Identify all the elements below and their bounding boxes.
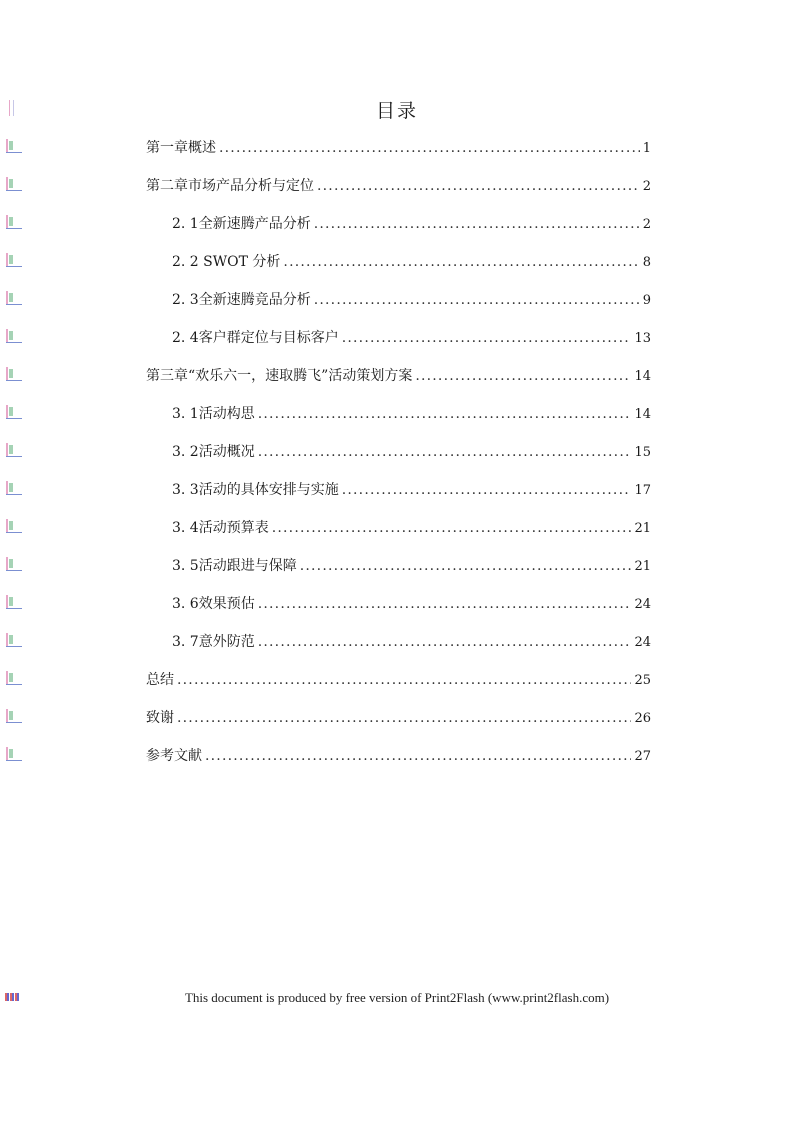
- leader-dots: [258, 444, 632, 460]
- revision-mark: [4, 177, 22, 191]
- toc-entry-label: 2. 3全新速腾竞品分析: [172, 292, 311, 308]
- leader-dots: [283, 254, 639, 270]
- toc-entry-page: 8: [642, 255, 651, 270]
- revision-mark: [4, 633, 22, 647]
- toc-entry-label: 3. 6效果预估: [172, 596, 255, 612]
- leader-dots: [258, 596, 632, 612]
- revision-mark: [4, 291, 22, 305]
- toc-entry-label: 总结: [146, 672, 174, 688]
- toc-entry[interactable]: [146, 707, 651, 729]
- toc-entry[interactable]: [172, 327, 651, 349]
- toc-entry-label: 3. 2活动概况: [172, 444, 255, 460]
- toc-entry-page: 14: [634, 407, 651, 422]
- leader-dots: [177, 710, 631, 726]
- revision-mark: [4, 519, 22, 533]
- toc-entry[interactable]: [172, 251, 651, 273]
- toc-entry-page: 14: [634, 369, 651, 384]
- toc-entry[interactable]: [172, 631, 651, 653]
- leader-dots: [415, 368, 631, 384]
- toc-entry-page: 24: [634, 597, 651, 612]
- toc-entry-page: 2: [642, 217, 651, 232]
- toc-entry-label: 第三章“欢乐六一，速取腾飞”活动策划方案: [146, 368, 413, 384]
- toc-entry-page: 9: [642, 293, 651, 308]
- toc-entry-page: 15: [634, 445, 651, 460]
- toc-entry-page: 21: [634, 559, 651, 574]
- revision-mark: [4, 595, 22, 609]
- leader-dots: [258, 406, 632, 422]
- toc-entry-page: 2: [642, 179, 651, 194]
- toc-entry-label: 致谢: [146, 710, 174, 726]
- toc-entry[interactable]: [146, 365, 651, 387]
- toc-entry-label: 2. 1全新速腾产品分析: [172, 216, 311, 232]
- toc-entry[interactable]: [172, 289, 651, 311]
- toc-entry[interactable]: [146, 669, 651, 691]
- toc-entry-label: 第二章市场产品分析与定位: [146, 178, 314, 194]
- toc-entry[interactable]: [172, 441, 651, 463]
- toc-entry-page: 21: [634, 521, 651, 536]
- revision-mark: [4, 481, 22, 495]
- toc-entry-label: 参考文献: [146, 748, 202, 764]
- revision-mark: [4, 557, 22, 571]
- leader-dots: [219, 140, 640, 156]
- toc-entry-page: 26: [634, 711, 651, 726]
- toc-entry-label: 3. 4活动预算表: [172, 520, 269, 536]
- leader-dots: [300, 558, 632, 574]
- leader-dots: [314, 216, 640, 232]
- toc-entry[interactable]: [172, 479, 651, 501]
- toc-entry[interactable]: [172, 593, 651, 615]
- toc-entry[interactable]: [172, 517, 651, 539]
- toc-entry-label: 第一章概述: [146, 140, 216, 156]
- toc-entry-label: 3. 1活动构思: [172, 406, 255, 422]
- watermark-footer: This document is produced by free version of Print2Flash (www.print2flash.com): [184, 990, 610, 1005]
- toc-entry-label: 3. 5活动跟进与保障: [172, 558, 297, 574]
- revision-mark: [4, 443, 22, 457]
- toc-entry-label: 2. 2 SWOT 分析: [172, 254, 281, 270]
- revision-mark: [4, 367, 22, 381]
- toc-entry[interactable]: [172, 213, 651, 235]
- toc-entry-page: 13: [634, 331, 651, 346]
- revision-mark: [4, 329, 22, 343]
- toc-entry-page: 25: [634, 673, 651, 688]
- toc-title: 目录: [375, 100, 418, 122]
- toc-entry[interactable]: [146, 745, 651, 767]
- toc-entry-page: 17: [634, 483, 651, 498]
- revision-mark: [4, 253, 22, 267]
- toc-entry[interactable]: [172, 403, 651, 425]
- revision-mark: [4, 215, 22, 229]
- leader-dots: [317, 178, 640, 194]
- leader-dots: [314, 292, 640, 308]
- leader-dots: [258, 634, 632, 650]
- revision-mark: [4, 709, 22, 723]
- revision-mark: [4, 139, 22, 153]
- toc-entry-page: 24: [634, 635, 651, 650]
- toc-entry-label: 3. 3活动的具体安排与实施: [172, 482, 339, 498]
- revision-mark: [4, 747, 22, 761]
- revision-mark: [4, 671, 22, 685]
- toc-entry-page: 27: [634, 749, 651, 764]
- revision-mark: [4, 405, 22, 419]
- toc-entry[interactable]: [146, 175, 651, 197]
- toc-entry-label: 3. 7意外防范: [172, 634, 255, 650]
- toc-entry[interactable]: [172, 555, 651, 577]
- leader-dots: [272, 520, 632, 536]
- toc-entry-label: 2. 4客户群定位与目标客户: [172, 330, 339, 346]
- leader-dots: [177, 672, 631, 688]
- toc-entry-page: 1: [642, 141, 651, 156]
- leader-dots: [205, 748, 631, 764]
- leader-dots: [342, 330, 632, 346]
- toc-entry[interactable]: [146, 137, 651, 159]
- leader-dots: [342, 482, 632, 498]
